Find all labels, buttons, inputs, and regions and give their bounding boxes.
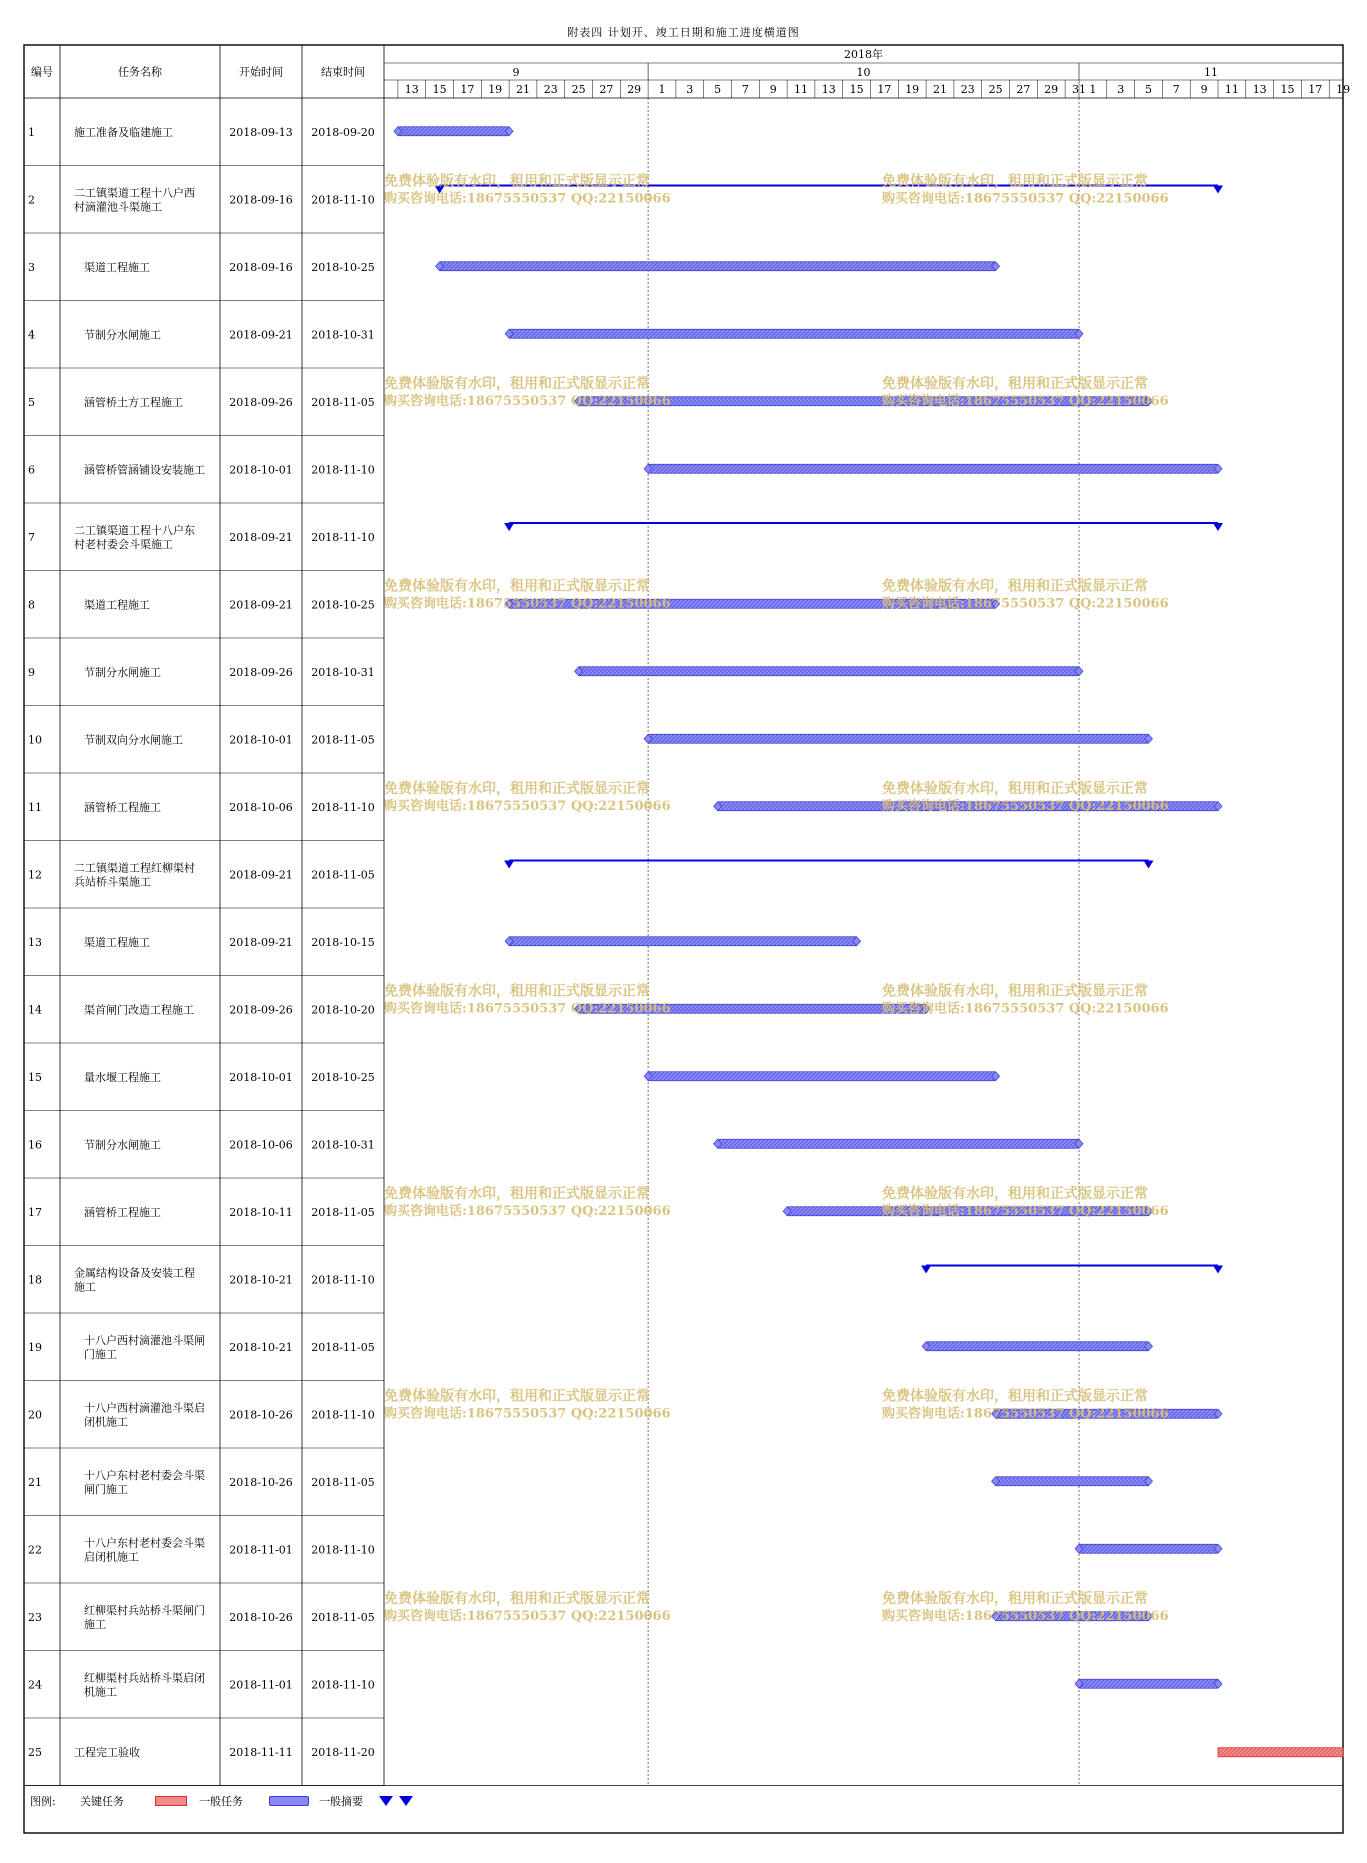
task-name: 十八户西村滴灌池斗渠闸 — [84, 1333, 205, 1347]
task-bar — [509, 329, 1079, 338]
task-bar — [398, 127, 509, 136]
task-bar — [648, 1072, 996, 1081]
legend-label: 图例: — [30, 1795, 56, 1808]
watermark-line2: 购买咨询电话:18675550537 QQ:22150066 — [882, 1204, 1169, 1219]
legend-critical-label: 关键任务 — [80, 1795, 124, 1808]
watermark-line2: 购买咨询电话:18675550537 QQ:22150066 — [384, 596, 671, 612]
task-end: 2018-11-10 — [311, 1408, 375, 1422]
watermark-line1: 免费体验版有水印，租用和正式版显示正常 — [882, 578, 1148, 595]
summary-end-marker — [1213, 186, 1223, 194]
task-start: 2018-09-26 — [229, 1003, 293, 1017]
task-id: 3 — [28, 260, 35, 274]
task-start: 2018-10-11 — [229, 1205, 293, 1219]
day-tick-label: 29 — [1044, 83, 1059, 96]
task-id: 5 — [28, 395, 35, 409]
watermark-line1: 免费体验版有水印，租用和正式版显示正常 — [384, 1186, 650, 1202]
task-end: 2018-10-20 — [311, 1003, 375, 1017]
task-bar — [926, 1342, 1148, 1351]
watermark-line2: 购买咨询电话:18675550537 QQ:22150066 — [882, 1001, 1169, 1017]
task-end: 2018-10-25 — [311, 1070, 375, 1084]
day-tick-label: 5 — [714, 83, 722, 96]
day-tick-label: 29 — [627, 83, 642, 96]
watermark-line1: 免费体验版有水印，租用和正式版显示正常 — [384, 376, 650, 392]
task-bar — [1079, 1679, 1218, 1688]
watermark-line2: 购买咨询电话:18675550537 QQ:22150066 — [882, 596, 1169, 612]
header-start: 开始时间 — [239, 65, 283, 79]
page-title: 附表四 计划开、竣工日期和施工进度横道图 — [567, 26, 800, 39]
day-tick-label: 15 — [849, 83, 864, 96]
task-start: 2018-10-01 — [229, 733, 293, 747]
task-name: 红柳渠村兵站桥斗渠闸门 — [84, 1603, 205, 1617]
task-id: 22 — [28, 1543, 42, 1557]
task-end: 2018-10-31 — [311, 328, 375, 342]
task-id: 25 — [28, 1745, 42, 1759]
day-tick-label: 25 — [988, 83, 1003, 96]
task-end: 2018-11-05 — [311, 1610, 375, 1624]
task-rows — [28, 125, 375, 1759]
summary-start-marker — [504, 861, 514, 869]
task-id: 1 — [28, 125, 35, 139]
task-start: 2018-10-21 — [229, 1340, 293, 1354]
day-tick-label: 11 — [794, 83, 808, 96]
task-end: 2018-11-05 — [311, 868, 375, 882]
watermark-line1: 免费体验版有水印，租用和正式版显示正常 — [882, 376, 1148, 392]
day-tick-label: 13 — [1252, 83, 1267, 96]
task-name: 二工镇渠道工程十八户西 — [74, 186, 195, 200]
watermark-line2: 购买咨询电话:18675550537 QQ:22150066 — [882, 1609, 1169, 1624]
task-start: 2018-10-26 — [229, 1610, 293, 1624]
task-name: 二工镇渠道工程十八户东 — [74, 523, 195, 537]
day-tick-label: 5 — [1145, 83, 1152, 96]
task-start: 2018-10-06 — [229, 800, 293, 814]
watermark-line2: 购买咨询电话:18675550537 QQ:22150066 — [384, 191, 671, 207]
task-start: 2018-10-01 — [229, 1070, 293, 1084]
month-label: 9 — [512, 66, 520, 79]
task-name: 涵管桥工程施工 — [84, 1205, 161, 1219]
task-end: 2018-11-10 — [311, 463, 375, 477]
task-name: 十八户东村老村委会斗渠 — [84, 1468, 205, 1482]
watermark-line1: 免费体验版有水印，租用和正式版显示正常 — [882, 1186, 1148, 1202]
day-tick-label: 3 — [686, 83, 694, 96]
task-start: 2018-09-21 — [229, 530, 293, 544]
task-start: 2018-09-26 — [229, 395, 293, 409]
header-id: 编号 — [31, 65, 53, 79]
task-start: 2018-09-21 — [229, 598, 293, 612]
day-tick-label: 19 — [488, 83, 503, 96]
task-end: 2018-11-10 — [311, 1543, 375, 1557]
legend-critical-swatch — [155, 1796, 187, 1806]
task-end: 2018-11-05 — [311, 395, 375, 409]
day-tick-label: 19 — [1336, 83, 1351, 96]
task-id: 7 — [28, 530, 35, 544]
task-bars — [394, 127, 1343, 1757]
task-name: 闸门施工 — [84, 1482, 128, 1496]
summary-start-marker — [921, 1266, 931, 1274]
summary-end-marker — [1213, 523, 1223, 531]
task-end: 2018-09-20 — [311, 125, 375, 139]
watermark-line2: 购买咨询电话:18675550537 QQ:22150066 — [384, 1001, 671, 1017]
watermark-line2: 购买咨询电话:18675550537 QQ:22150066 — [384, 1609, 671, 1624]
day-tick-label: 27 — [1016, 83, 1031, 96]
task-id: 17 — [28, 1205, 42, 1219]
task-name: 节制双向分水闸施工 — [84, 733, 183, 747]
task-bar — [1079, 1544, 1218, 1553]
month-label: 10 — [856, 66, 871, 79]
day-tick-label: 17 — [877, 83, 892, 96]
task-name: 节制分水闸施工 — [84, 1138, 161, 1152]
header-name: 任务名称 — [118, 65, 162, 79]
task-start: 2018-10-01 — [229, 463, 293, 477]
month-label: 11 — [1204, 66, 1218, 79]
day-tick-label: 21 — [933, 83, 947, 96]
task-id: 23 — [28, 1610, 42, 1624]
task-id: 13 — [28, 935, 42, 949]
task-id: 14 — [28, 1003, 42, 1017]
task-name: 施工准备及临建施工 — [74, 125, 173, 139]
day-tick-label: 7 — [1172, 83, 1180, 96]
task-id: 16 — [28, 1138, 42, 1152]
day-tick-label: 15 — [432, 83, 447, 96]
task-id: 2 — [28, 193, 35, 207]
watermark-line2: 购买咨询电话:18675550537 QQ:22150066 — [384, 1204, 671, 1219]
task-end: 2018-10-31 — [311, 1138, 375, 1152]
day-tick-label: 1 — [658, 83, 666, 96]
task-name: 金属结构设备及安装工程 — [74, 1266, 195, 1280]
day-tick-label: 17 — [1308, 83, 1323, 96]
task-name: 渠道工程施工 — [84, 935, 150, 949]
task-name: 涵管桥管涵铺设安装施工 — [84, 463, 205, 477]
task-id: 18 — [28, 1273, 42, 1287]
watermark-line1: 免费体验版有水印，租用和正式版显示正常 — [882, 1591, 1148, 1607]
task-start: 2018-11-11 — [229, 1745, 293, 1759]
task-end: 2018-11-20 — [311, 1745, 375, 1759]
task-start: 2018-10-26 — [229, 1408, 293, 1422]
day-tick-label: 3 — [1117, 83, 1125, 96]
task-name: 涵管桥工程施工 — [84, 800, 161, 814]
summary-end-marker — [1213, 1266, 1223, 1274]
task-name: 量水堰工程施工 — [84, 1070, 161, 1084]
task-start: 2018-09-16 — [229, 260, 293, 274]
task-end: 2018-11-10 — [311, 800, 375, 814]
task-end: 2018-11-05 — [311, 1475, 375, 1489]
timescale-year-label: 2018年 — [844, 48, 883, 61]
day-tick-label: 11 — [1224, 83, 1239, 96]
watermark-line2: 购买咨询电话:18675550537 QQ:22150066 — [882, 394, 1169, 409]
task-start: 2018-11-01 — [229, 1543, 293, 1557]
task-start: 2018-09-21 — [229, 935, 293, 949]
day-tick-label: 7 — [741, 83, 749, 96]
task-end: 2018-11-10 — [311, 530, 375, 544]
day-tick-label: 9 — [1200, 83, 1208, 96]
watermark-line1: 免费体验版有水印，租用和正式版显示正常 — [384, 1591, 650, 1607]
task-name: 红柳渠村兵站桥斗渠启闭 — [84, 1671, 205, 1685]
task-start: 2018-10-06 — [229, 1138, 293, 1152]
task-name: 机施工 — [84, 1685, 117, 1699]
watermark-line2: 购买咨询电话:18675550537 QQ:22150066 — [384, 394, 671, 409]
legend-normal-label: 一般任务 — [199, 1795, 243, 1808]
task-name: 施工 — [74, 1280, 96, 1294]
watermark-line2: 购买咨询电话:18675550537 QQ:22150066 — [384, 1406, 671, 1422]
day-tick-label: 19 — [905, 83, 920, 96]
summary-start-marker — [504, 523, 514, 531]
critical-bar — [1218, 1748, 1343, 1757]
task-end: 2018-10-31 — [311, 665, 375, 679]
watermark-line1: 免费体验版有水印，租用和正式版显示正常 — [882, 781, 1148, 797]
task-end: 2018-10-15 — [311, 935, 375, 949]
task-name: 节制分水闸施工 — [84, 328, 161, 342]
task-name: 十八户西村滴灌池斗渠启 — [84, 1401, 205, 1415]
task-start: 2018-10-21 — [229, 1273, 293, 1287]
task-bar — [509, 937, 856, 946]
watermark-line2: 购买咨询电话:18675550537 QQ:22150066 — [882, 1406, 1169, 1422]
legend-summary-label: 一般摘要 — [319, 1795, 363, 1808]
watermark-line2: 购买咨询电话:18675550537 QQ:22150066 — [882, 191, 1169, 207]
day-tick-label: 1 — [1089, 83, 1097, 96]
task-name: 施工 — [84, 1617, 106, 1631]
watermark-layer — [383, 173, 1169, 1625]
day-tick-label: 25 — [571, 83, 586, 96]
watermark-line1: 免费体验版有水印，租用和正式版显示正常 — [384, 173, 650, 190]
task-id: 19 — [28, 1340, 42, 1354]
task-name: 工程完工验收 — [74, 1745, 140, 1759]
task-start: 2018-09-21 — [229, 868, 293, 882]
task-name: 闭机施工 — [84, 1415, 128, 1429]
task-id: 12 — [28, 868, 42, 882]
task-start: 2018-10-26 — [229, 1475, 293, 1489]
day-tick-label: 23 — [960, 83, 975, 96]
task-end: 2018-11-05 — [311, 733, 375, 747]
watermark-line1: 免费体验版有水印，租用和正式版显示正常 — [384, 1388, 650, 1405]
task-name: 渠道工程施工 — [84, 260, 150, 274]
day-tick-label: 17 — [460, 83, 475, 96]
legend-normal-swatch — [269, 1796, 309, 1806]
task-name: 村滴灌池斗渠施工 — [74, 200, 162, 214]
task-name: 渠首闸门改造工程施工 — [84, 1003, 194, 1017]
watermark-line2: 购买咨询电话:18675550537 QQ:22150066 — [882, 799, 1169, 814]
watermark-line1: 免费体验版有水印，租用和正式版显示正常 — [384, 983, 650, 1000]
task-name: 节制分水闸施工 — [84, 665, 161, 679]
task-id: 21 — [28, 1475, 42, 1489]
task-end: 2018-11-10 — [311, 1678, 375, 1692]
task-start: 2018-09-26 — [229, 665, 293, 679]
task-id: 10 — [28, 733, 42, 747]
watermark-line1: 免费体验版有水印，租用和正式版显示正常 — [384, 781, 650, 797]
task-bar — [648, 734, 1148, 743]
timescale-header — [31, 47, 1350, 98]
task-end: 2018-11-05 — [311, 1205, 375, 1219]
task-id: 6 — [28, 463, 35, 477]
task-end: 2018-10-25 — [311, 260, 375, 274]
day-tick-label: 13 — [404, 83, 419, 96]
watermark-line2: 购买咨询电话:18675550537 QQ:22150066 — [384, 799, 671, 814]
watermark-line1: 免费体验版有水印，租用和正式版显示正常 — [384, 578, 650, 595]
day-tick-label: 31 — [1072, 83, 1086, 96]
task-start: 2018-09-16 — [229, 193, 293, 207]
task-id: 4 — [28, 328, 35, 342]
task-name: 兵站桥斗渠施工 — [74, 875, 151, 889]
day-tick-label: 9 — [769, 83, 777, 96]
task-end: 2018-10-25 — [311, 598, 375, 612]
day-tick-label: 21 — [516, 83, 530, 96]
task-bar — [579, 667, 1079, 676]
watermark-line1: 免费体验版有水印，租用和正式版显示正常 — [882, 173, 1148, 190]
task-id: 11 — [28, 800, 42, 814]
task-id: 9 — [28, 665, 35, 679]
task-name: 村老村委会斗渠施工 — [74, 537, 173, 551]
day-tick-label: 13 — [821, 83, 836, 96]
task-id: 20 — [28, 1408, 42, 1422]
task-name: 涵管桥土方工程施工 — [84, 395, 183, 409]
task-start: 2018-11-01 — [229, 1678, 293, 1692]
task-id: 8 — [28, 598, 35, 612]
summary-end-marker — [1144, 861, 1154, 869]
legend-summary-icon — [379, 1794, 419, 1808]
task-start: 2018-09-13 — [229, 125, 293, 139]
day-tick-label: 27 — [599, 83, 614, 96]
task-end: 2018-11-05 — [311, 1340, 375, 1354]
task-name: 渠道工程施工 — [84, 598, 150, 612]
day-tick-label: 23 — [543, 83, 558, 96]
watermark-line1: 免费体验版有水印，租用和正式版显示正常 — [882, 983, 1148, 1000]
task-id: 15 — [28, 1070, 42, 1084]
task-id: 24 — [28, 1678, 42, 1692]
task-end: 2018-11-10 — [311, 1273, 375, 1287]
task-start: 2018-09-21 — [229, 328, 293, 342]
task-bar — [648, 464, 1218, 473]
task-bar — [440, 262, 996, 271]
task-bar — [996, 1477, 1149, 1486]
task-name: 启闭机施工 — [84, 1550, 139, 1564]
watermark-line1: 免费体验版有水印，租用和正式版显示正常 — [882, 1388, 1148, 1405]
task-name: 门施工 — [84, 1347, 117, 1361]
task-name: 十八户东村老村委会斗渠 — [84, 1536, 205, 1550]
legend — [30, 1791, 419, 1811]
task-name: 二工镇渠道工程红柳渠村 — [74, 861, 195, 875]
task-end: 2018-11-10 — [311, 193, 375, 207]
task-bar — [718, 1139, 1079, 1148]
header-end: 结束时间 — [321, 65, 365, 79]
day-tick-label: 15 — [1280, 83, 1295, 96]
